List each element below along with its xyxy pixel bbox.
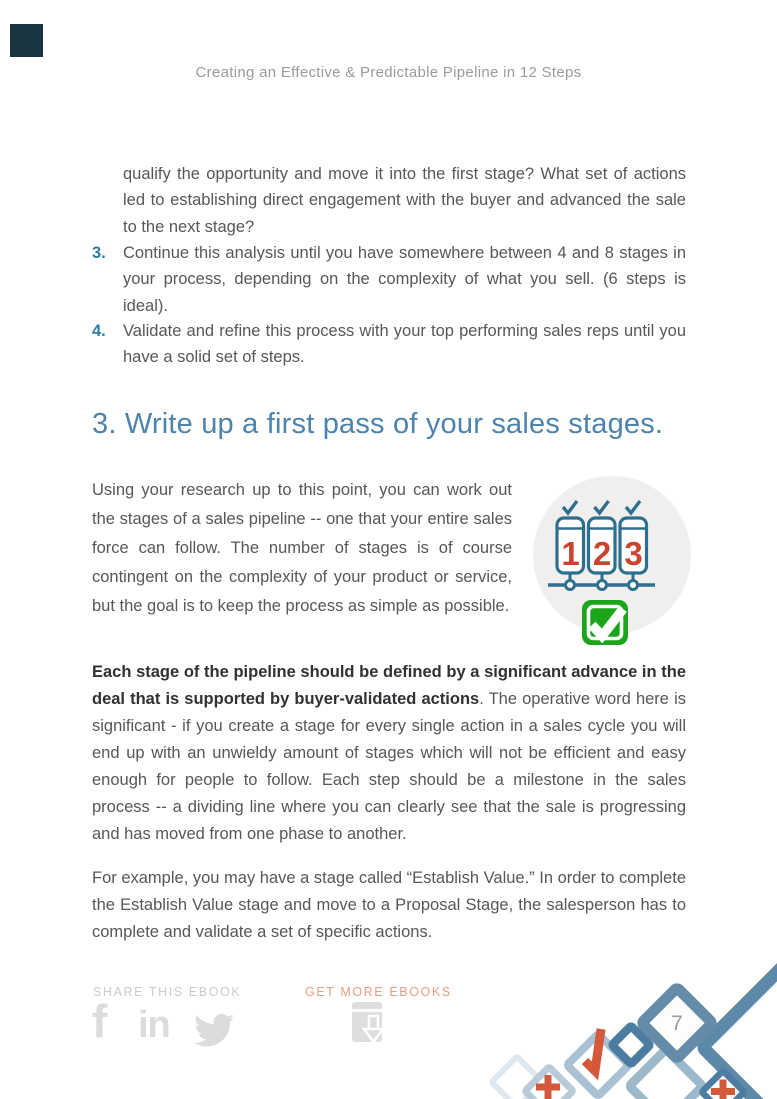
twitter-icon[interactable] (194, 1012, 236, 1047)
counter-3-label: 3 (624, 535, 643, 572)
counter-1-label: 1 (561, 535, 580, 572)
ebook-download-icon[interactable] (347, 1001, 391, 1045)
checkbox-icon (582, 600, 628, 645)
stages-illustration (532, 473, 696, 653)
linkedin-icon[interactable]: in (138, 1004, 170, 1046)
list-number: 3. (92, 244, 106, 262)
page-header-title: Creating an Effective & Predictable Pipeline in 12 Steps (195, 64, 582, 81)
lead-paragraph (92, 659, 686, 848)
list-item-4 (92, 318, 686, 371)
list-continuation-text: qualify the opportunity and move it into the first stage? What set of actions led to establishing direct engagement with the buyer and advanced the sale to the next stage? (123, 165, 686, 236)
corner-accent-square (10, 24, 43, 57)
facebook-icon[interactable]: f (92, 995, 108, 1047)
get-more-ebooks-link[interactable]: GET MORE EBOOKS (305, 985, 452, 999)
lead-rest-text: . The operative word here is significant - if you create a stage for every single action in a sales cycle you will end up with an unwieldy amount of stages which will not be efficient and easy enough for people to follow. Each step should be a milestone in the sales process -- a dividing line where you can clearly see that the sale is progressing and has moved from one phase to another. (92, 690, 686, 843)
section-heading: 3. Write up a first pass of your sales stages. (92, 408, 664, 440)
counter-2-label: 2 (592, 535, 612, 572)
bold-lead-text: Each stage of the pipeline should be defined by a significant advance in the deal that is supported by buyer-validated actions (92, 663, 686, 708)
list-item-3 (92, 240, 686, 319)
example-paragraph: For example, you may have a stage called “Establish Value.” In order to complete the Establish Value stage and move to a Proposal Stage, the salesperson has to complete and validate a set of specific actions. (92, 869, 686, 941)
list-item-text: Continue this analysis until you have somewhere between 4 and 8 stages in your process, depending on the complexity of what you sell. (6 steps is ideal). (123, 244, 686, 315)
counter-icons (557, 518, 647, 573)
decorative-diamonds (460, 960, 777, 1099)
intro-paragraph: Using your research up to this point, you can work out the stages of a sales pipeline -- one that your entire sales force can follow. The number of stages is of course contingent on the complexity of your product or service, but the goal is to keep the process as simple as possible. (92, 481, 512, 615)
list-item-text: Validate and refine this process with your top performing sales reps until you have a solid set of steps. (123, 322, 686, 367)
list-number: 4. (92, 322, 106, 340)
page-number: 7 (671, 1012, 683, 1035)
share-ebook-label: SHARE THIS EBOOK (93, 985, 242, 999)
